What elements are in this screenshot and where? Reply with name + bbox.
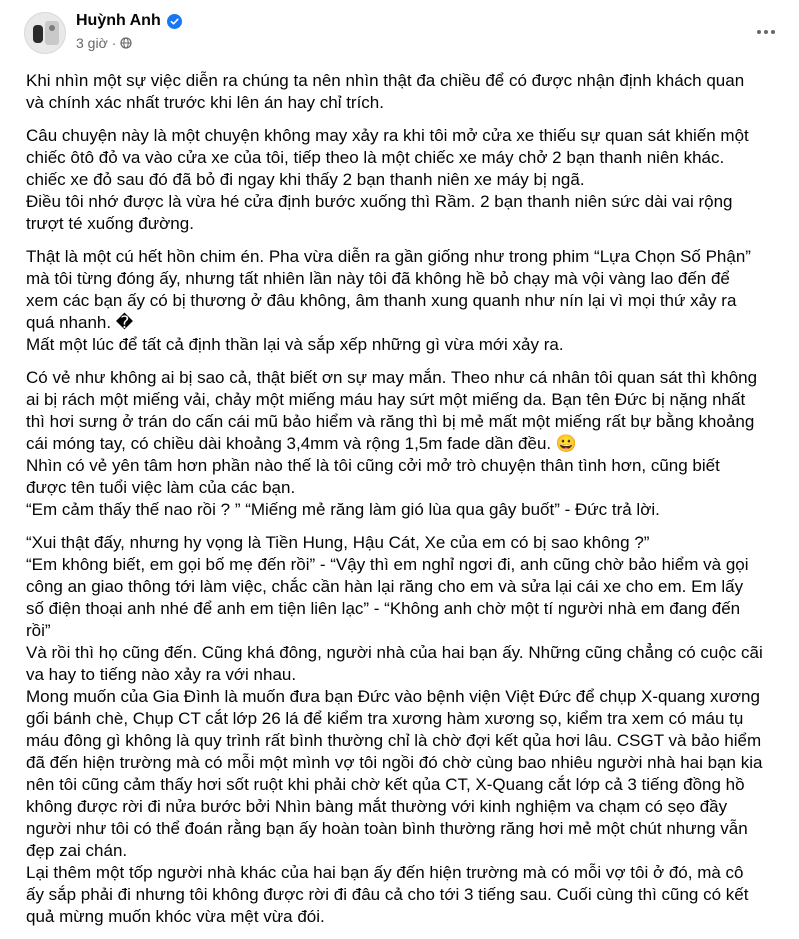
post-text-line: công an giao thông tới làm việc, chắc cần hàn lại răng cho em và sửa lại cái xe cho em. Em lấy: [26, 577, 744, 596]
avatar[interactable]: [24, 12, 66, 54]
author-name[interactable]: Huỳnh Anh: [76, 12, 161, 29]
post-paragraph: [26, 367, 786, 521]
author-row: [76, 10, 182, 32]
post-paragraph: [26, 125, 786, 235]
post-text-line: được tên tuổi việc làm của các bạn.: [26, 478, 296, 497]
post-text-line: Câu chuyện này là một chuyện không may xảy ra khi tôi mở cửa xe thiếu sự quan sát khiến một: [26, 126, 749, 145]
post-text-line: chiếc ôtô đỏ va vào cửa xe của tôi, tiếp theo là một chiếc xe máy chở 2 bạn thanh niên khác.: [26, 148, 725, 167]
post-text-line: chiếc xe đỏ sau đó đã bỏ đi ngay khi thấy 2 bạn thanh niên xe máy bị ngã.: [26, 170, 585, 189]
more-options-icon[interactable]: [748, 14, 784, 50]
post-text-line: rồi”: [26, 621, 51, 640]
post-text-line: “Em cảm thấy thế nao rồi ? ” “Miếng mẻ răng làm gió lùa qua gây buốt” - Đức trả lời.: [26, 500, 660, 519]
post-text-line: số điện thoại anh nhé để anh em tiện liên lạc” - “Không anh chờ một tí người nhà em đang đến: [26, 599, 741, 618]
post-header: [24, 8, 784, 60]
post-text-line: nên tôi cũng cảm thấy hơi sốt ruột khi phải chờ kết qủa CT, X-Quang cắt lớp cả 3 tiếng đồng hồ: [26, 775, 745, 794]
post-text-line: và chính xác nhất trước khi lên án hay chỉ trích.: [26, 93, 384, 112]
post-text-line: ấy sắp phải đi nhưng tôi không được rời đi đâu cả cho tới 3 tiếng sau. Cuối cùng thì cũng có kết: [26, 885, 749, 904]
post-text-line: “Em không biết, em gọi bố mẹ đến rồi” - “Vậy thì em nghỉ ngơi đi, anh cũng chờ bảo hiểm và gọi: [26, 555, 749, 574]
post-text-line: Nhìn có vẻ yên tâm hơn phần nào thế là tôi cũng cởi mở trò chuyện thân tình hơn, cũng biết: [26, 456, 720, 475]
post-text-line: Khi nhìn một sự việc diễn ra chúng ta nên nhìn thật đa chiều để có được nhận định khách quan: [26, 71, 745, 90]
post-text-line: cái móng tay, có chiều dài khoảng 3,4mm và rộng 1,5m fade dần đều. 😀: [26, 434, 578, 453]
post-text-line: máu đông gì không là quy trình rất bình thường chỉ là chờ đợi kết qủa hơi lâu. CSGT và bảo hiểm: [26, 731, 762, 750]
post-text-line: ai bị rách một miếng vải, chảy một miếng máu hay sứt một miếng da. Bạn tên Đức bị nặng nhất: [26, 390, 746, 409]
post-text-line: không được rời đi nửa bước bởi Nhìn bàng mắt thường với kinh nghiệm va chạm có sẹo đầy: [26, 797, 728, 816]
post-text-line: Lại thêm một tốp người nhà khác của hai bạn ấy đến hiện trường mà có mỗi vợ tôi ở đó, mà cô: [26, 863, 744, 882]
post-meta: [76, 34, 132, 52]
post-text-line: Và rồi thì họ cũng đến. Cũng khá đông, người nhà của hai bạn ấy. Những cũng chẳng có cuộc cãi: [26, 643, 763, 662]
post-text-line: Mong muốn của Gia Đình là muốn đưa bạn Đức vào bệnh viện Việt Đức để chụp X-quang xương: [26, 687, 760, 706]
post-text-line: thì hơi sưng ở trán do cấn cái mũ bảo hiểm và răng thì bị mẻ mất một miếng rất bự bằng khoảng: [26, 412, 755, 431]
post-text-line: quá nhanh. �: [26, 313, 134, 332]
post-text-line: đẹp zai chán.: [26, 841, 128, 860]
post-text-line: Thật là một cú hết hồn chim én. Pha vừa diễn ra gần giống như trong phim “Lựa Chọn Số Phận”: [26, 247, 751, 266]
verified-badge-icon: [167, 14, 182, 29]
post-paragraph: [26, 246, 786, 356]
post-text-line: xem các bạn ấy có bị thương ở đâu không, âm thanh xung quanh như nín lại vì mọi thứ xảy ra: [26, 291, 737, 310]
post-text-line: quả mừng muốn khóc vừa mệt vừa đói.: [26, 907, 325, 926]
post-body: [26, 70, 786, 939]
post-text-line: đã đến hiện trường mà có mỗi một mình vợ tôi ngồi đó chờ cùng bao nhiêu người nhà hai bạn kia: [26, 753, 763, 772]
post-text-line: Có vẻ như không ai bị sao cả, thật biết ơn sự may mắn. Theo như cá nhân tôi quan sát thì không: [26, 368, 758, 387]
post-text-line: Điều tôi nhớ được là vừa hé cửa định bước xuống thì Rầm. 2 bạn thanh niên sức dài vai rộng: [26, 192, 733, 211]
post-text-line: va hay to tiếng nào xảy ra với nhau.: [26, 665, 297, 684]
globe-icon[interactable]: [120, 37, 132, 49]
post-text-line: mà tôi từng đóng ấy, nhưng tất nhiên lần này tôi đã không hề bỏ chạy mà vội vàng lao đến để: [26, 269, 730, 288]
post-text-line: gối bánh chè, Chụp CT cắt lớp 26 lá để kiểm tra xương hàm xương sọ, kiểm tra xem có máu tụ: [26, 709, 744, 728]
post-timestamp[interactable]: 3 giờ: [76, 35, 108, 51]
post-paragraph: [26, 70, 786, 114]
meta-separator: ·: [111, 35, 117, 51]
post-paragraph: [26, 532, 786, 928]
post-text-line: “Xui thật đấy, nhưng hy vọng là Tiền Hung, Hậu Cát, Xe của em có bị sao không ?”: [26, 533, 650, 552]
post-text-line: Mất một lúc để tất cả định thần lại và sắp xếp những gì vừa mới xảy ra.: [26, 335, 564, 354]
post-text-line: người như tôi có thể đoán rằng bạn ấy hoàn toàn bình thường răng hơi mẻ một chút nhưng vẫn: [26, 819, 748, 838]
post-text-line: trượt té xuống đường.: [26, 214, 194, 233]
